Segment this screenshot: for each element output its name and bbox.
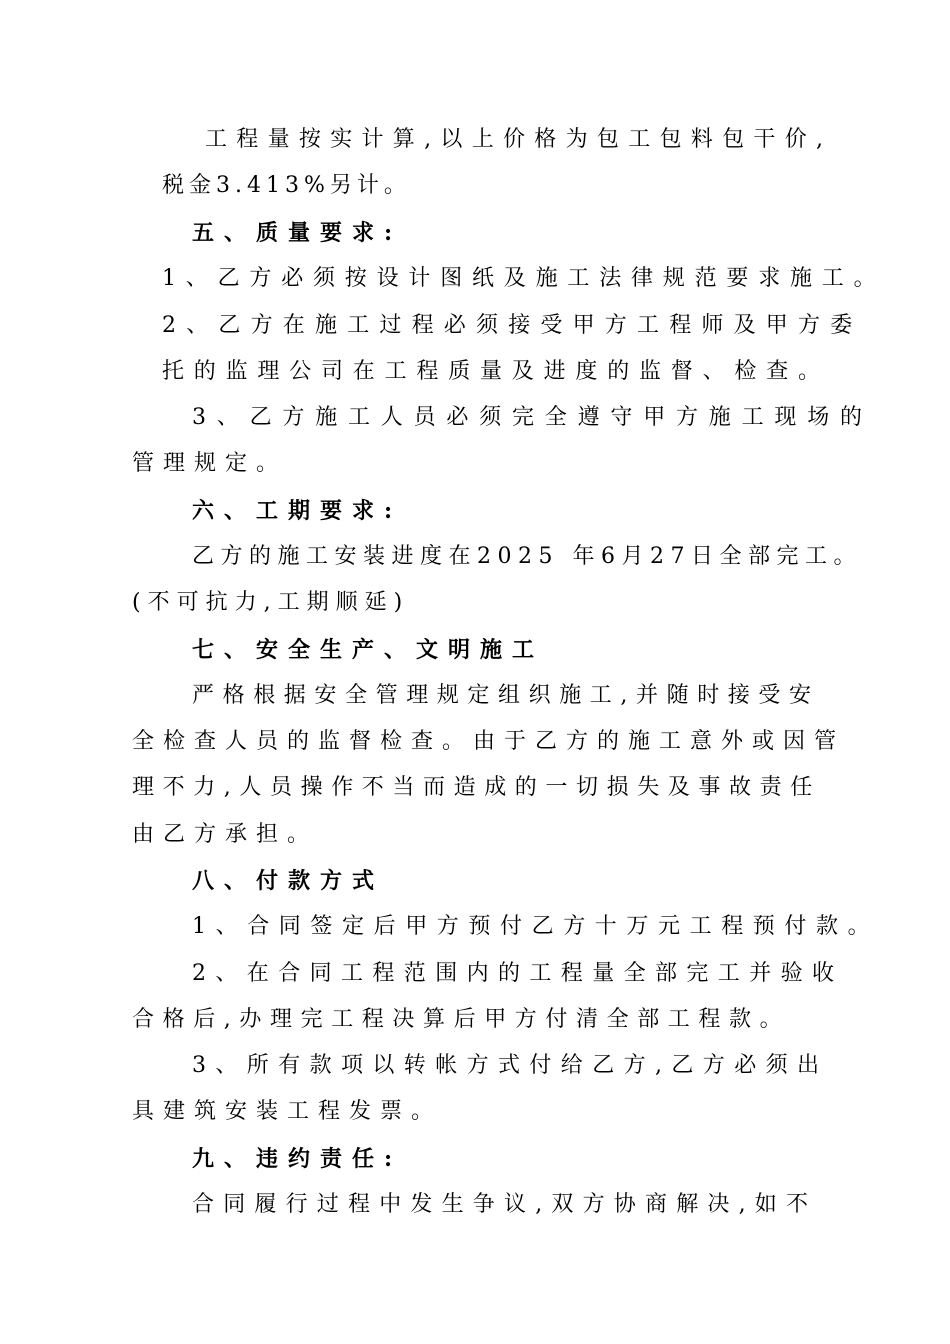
section-8-heading: 八、付款方式 xyxy=(192,868,385,894)
price-note-line-2: 税金3.413%另计。 xyxy=(162,173,411,198)
payment-3-line-1: 3、所有款项以转帐方式付给乙方,乙方必须出 xyxy=(192,1053,829,1078)
quality-2-line-2: 托的监理公司在工程质量及进度的监督、检查。 xyxy=(162,359,830,384)
section-9-heading: 九、违约责任: xyxy=(192,1146,403,1172)
safety-line-4: 由乙方承担。 xyxy=(132,822,319,847)
quality-2-line-1: 2、乙方在施工过程必须接受甲方工程师及甲方委 xyxy=(162,313,863,338)
breach-line-1: 合同履行过程中发生争议,双方协商解决,如不 xyxy=(192,1192,818,1217)
safety-line-3: 理不力,人员操作不当而造成的一切损失及事故责任 xyxy=(132,775,821,800)
payment-1-line-1: 1、合同签定后甲方预付乙方十万元工程预付款。 xyxy=(192,914,880,939)
price-note-line-1: 工程量按实计算,以上价格为包工包料包干价, xyxy=(205,127,833,152)
schedule-line-1: 乙方的施工安装进度在2025 年6月27日全部完工。 xyxy=(192,544,862,569)
payment-3-line-2: 具建筑安装工程发票。 xyxy=(132,1099,443,1124)
section-6-heading: 六、工期要求: xyxy=(192,498,403,524)
payment-2-line-1: 2、在合同工程范围内的工程量全部完工并验收 xyxy=(192,961,844,986)
section-5-heading: 五、质量要求: xyxy=(192,220,403,246)
schedule-line-2: (不可抗力,工期顺延) xyxy=(132,590,410,615)
payment-2-line-2: 合格后,办理完工程决算后甲方付清全部工程款。 xyxy=(132,1007,791,1032)
quality-1-line-1: 1、乙方必须按设计图纸及施工法律规范要求施工。 xyxy=(162,266,886,291)
quality-3-line-2: 管理规定。 xyxy=(132,451,288,476)
quality-3-line-1: 3、乙方施工人员必须完全遵守甲方施工现场的 xyxy=(192,405,873,430)
safety-line-1: 严格根据安全管理规定组织施工,并随时接受安 xyxy=(192,683,820,708)
safety-line-2: 全检查人员的监督检查。由于乙方的施工意外或因管 xyxy=(132,729,846,754)
section-7-heading: 七、安全生产、文明施工 xyxy=(192,637,545,663)
